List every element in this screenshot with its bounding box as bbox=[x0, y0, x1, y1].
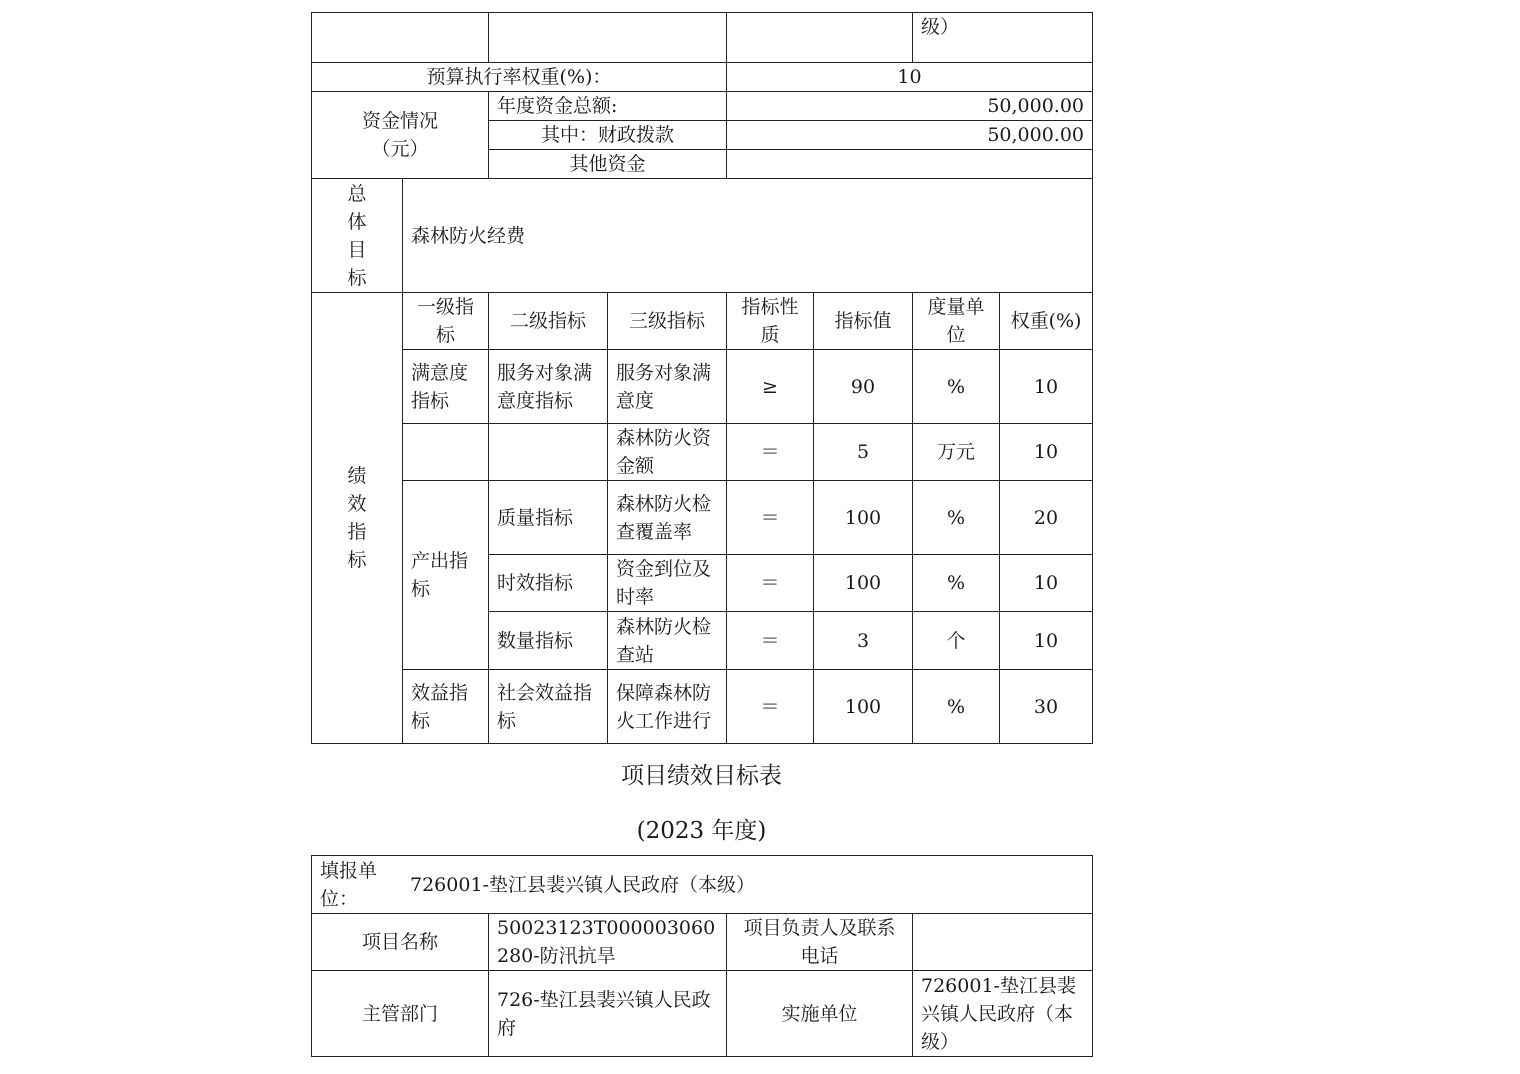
nature-cell: ＝ bbox=[727, 670, 814, 744]
value-cell: 3 bbox=[814, 612, 913, 670]
project-manager-label: 项目负责人及联系电话 bbox=[727, 914, 913, 971]
nature-cell: ＝ bbox=[727, 612, 814, 670]
unit-cell: % bbox=[913, 670, 1000, 744]
annual-total-label: 年度资金总额: bbox=[489, 92, 727, 121]
value-cell: 5 bbox=[814, 424, 913, 481]
weight-label: 预算执行率权重(%)： bbox=[312, 63, 727, 92]
level3-cell: 保障森林防火工作进行 bbox=[608, 670, 727, 744]
value-cell: 100 bbox=[814, 555, 913, 612]
header-unit: 度量单位 bbox=[913, 293, 1000, 350]
header-level3: 三级指标 bbox=[608, 293, 727, 350]
unit-cell: % bbox=[913, 350, 1000, 424]
reporting-unit-value: 726001-垫江县裴兴镇人民政府（本级） bbox=[410, 873, 755, 896]
page-subtitle: (2023 年度) bbox=[636, 818, 767, 844]
other-funds-value bbox=[727, 150, 1093, 179]
weight-cell: 10 bbox=[1000, 424, 1093, 481]
project-info-table bbox=[311, 855, 1093, 1057]
value-cell: 100 bbox=[814, 481, 913, 555]
level2-cell: 社会效益指标 bbox=[489, 670, 608, 744]
level3-cell: 森林防火检查站 bbox=[608, 612, 727, 670]
other-funds-label: 其他资金 bbox=[489, 150, 727, 179]
unit-cell: % bbox=[913, 555, 1000, 612]
level1-cell: 产出指标 bbox=[403, 481, 489, 670]
implementing-unit-label: 实施单位 bbox=[727, 971, 913, 1057]
performance-indicators-label: 绩 效 指 标 bbox=[312, 293, 403, 744]
funds-label: 资金情况 （元） bbox=[312, 92, 489, 179]
reporting-unit-row bbox=[312, 856, 1093, 914]
supervising-dept-value: 726-垫江县裴兴镇人民政府 bbox=[489, 971, 727, 1057]
level2-cell: 数量指标 bbox=[489, 612, 608, 670]
level2-cell: 时效指标 bbox=[489, 555, 608, 612]
weight-value: 10 bbox=[727, 63, 1093, 92]
table-row bbox=[312, 350, 1093, 424]
annual-total-value: 50,000.00 bbox=[727, 92, 1093, 121]
value-cell: 100 bbox=[814, 670, 913, 744]
level3-cell: 森林防火检查覆盖率 bbox=[608, 481, 727, 555]
level2-cell: 服务对象满意度指标 bbox=[489, 350, 608, 424]
blank-cell bbox=[312, 13, 489, 63]
implementing-unit-value: 726001-垫江县裴兴镇人民政府（本级） bbox=[913, 971, 1093, 1057]
level3-cell: 森林防火资金额 bbox=[608, 424, 727, 481]
table-row bbox=[312, 670, 1093, 744]
level3-cell: 服务对象满意度 bbox=[608, 350, 727, 424]
nature-cell: ＝ bbox=[727, 424, 814, 481]
level1-cell: 效益指标 bbox=[403, 670, 489, 744]
performance-table-continued bbox=[311, 12, 1093, 744]
fiscal-label: 其中：财政拨款 bbox=[489, 121, 727, 150]
unit-cell: 个 bbox=[913, 612, 1000, 670]
weight-cell: 10 bbox=[1000, 350, 1093, 424]
header-value: 指标值 bbox=[814, 293, 913, 350]
level2-cell bbox=[489, 424, 608, 481]
table-row bbox=[312, 481, 1093, 555]
blank-cell bbox=[727, 13, 913, 63]
continued-text: 级） bbox=[913, 13, 1093, 63]
overall-goal-text: 森林防火经费 bbox=[403, 179, 1093, 293]
level1-cell bbox=[403, 424, 489, 481]
weight-cell: 10 bbox=[1000, 612, 1093, 670]
weight-cell: 10 bbox=[1000, 555, 1093, 612]
level2-cell: 质量指标 bbox=[489, 481, 608, 555]
header-nature: 指标性质 bbox=[727, 293, 814, 350]
unit-cell: % bbox=[913, 481, 1000, 555]
overall-goal-label: 总 体 目 标 bbox=[312, 179, 403, 293]
nature-cell: ≥ bbox=[727, 350, 814, 424]
header-weight: 权重(%) bbox=[1000, 293, 1093, 350]
project-name-label: 项目名称 bbox=[312, 914, 489, 971]
weight-cell: 30 bbox=[1000, 670, 1093, 744]
table-row bbox=[312, 424, 1093, 481]
fiscal-value: 50,000.00 bbox=[727, 121, 1093, 150]
header-level1: 一级指标 bbox=[403, 293, 489, 350]
level3-cell: 资金到位及时率 bbox=[608, 555, 727, 612]
page-title: 项目绩效目标表 bbox=[621, 763, 782, 789]
supervising-dept-label: 主管部门 bbox=[312, 971, 489, 1057]
value-cell: 90 bbox=[814, 350, 913, 424]
blank-cell bbox=[489, 13, 727, 63]
nature-cell: ＝ bbox=[727, 481, 814, 555]
nature-cell: ＝ bbox=[727, 555, 814, 612]
reporting-unit-label: 填报单位： bbox=[320, 859, 378, 910]
level1-cell: 满意度指标 bbox=[403, 350, 489, 424]
project-name-value: 50023123T000003060280-防汛抗旱 bbox=[489, 914, 727, 971]
weight-cell: 20 bbox=[1000, 481, 1093, 555]
header-level2: 二级指标 bbox=[489, 293, 608, 350]
project-manager-value bbox=[913, 914, 1093, 971]
unit-cell: 万元 bbox=[913, 424, 1000, 481]
